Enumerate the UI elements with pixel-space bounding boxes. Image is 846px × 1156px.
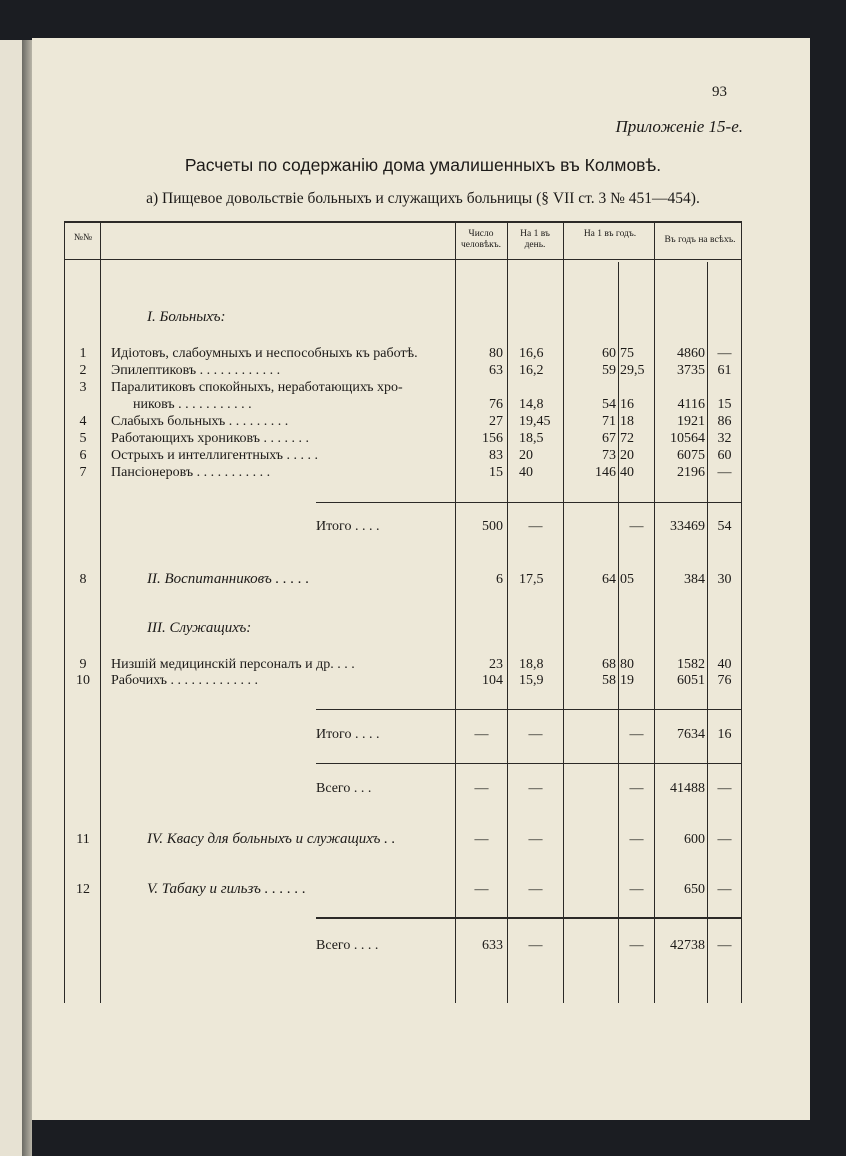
year-kop-cell: — (629, 832, 644, 847)
row-number: 9 (79, 657, 87, 672)
total-kop-cell: — (717, 938, 732, 953)
total-kop-cell: 15 (717, 397, 732, 412)
per-day-cell: 16,6 (519, 346, 544, 361)
row-number: 1 (79, 346, 87, 361)
subtotal-rule (316, 709, 741, 710)
row-number: 10 (76, 673, 90, 688)
row-name: Низшій медицинскій персоналъ и др. . . . (111, 657, 355, 672)
header-no: №№ (73, 233, 93, 243)
total-label: Всего . . . (316, 781, 372, 796)
total-kop-cell: 30 (717, 572, 732, 587)
section-staff: III. Служащихъ: (147, 620, 252, 636)
year-rub-cell: 59 (602, 363, 616, 378)
people-cell: — (474, 882, 489, 897)
year-kop-cell: 19 (620, 673, 634, 688)
section-patients: I. Больныхъ: (147, 309, 226, 325)
row-number: 12 (76, 882, 90, 897)
year-kop-cell: — (629, 938, 644, 953)
people-cell: 76 (489, 397, 503, 412)
total-rub-cell: 7634 (677, 727, 705, 742)
total-rub-cell: 2196 (677, 465, 705, 480)
people-cell: 80 (489, 346, 503, 361)
people-cell: 6 (496, 572, 503, 587)
page-title: Расчеты по содержанію дома умалишенныхъ въ Колмовѣ. (184, 155, 662, 175)
per-day-cell: 19,45 (519, 414, 551, 429)
row-name: V. Табаку и гильзъ . . . . . . (147, 881, 306, 897)
year-kop-cell: — (629, 519, 644, 534)
row-number: 2 (79, 363, 87, 378)
total-rub-cell: 6051 (677, 673, 705, 688)
total-rub-cell: 3735 (677, 363, 705, 378)
row-name: Работающихъ хрониковъ . . . . . . . (111, 431, 309, 446)
year-kop-cell: 16 (620, 397, 634, 412)
year-rub-cell: 58 (602, 673, 616, 688)
total-kop-cell: 60 (717, 448, 732, 463)
year-rub-cell: 67 (602, 431, 616, 446)
people-cell: — (474, 781, 489, 796)
total-rub-cell: 33469 (670, 519, 705, 534)
per-day-cell: — (528, 519, 543, 534)
row-name: Слабыхъ больныхъ . . . . . . . . . (111, 414, 289, 429)
total-kop-cell: 16 (717, 727, 732, 742)
total-kop-cell: 86 (717, 414, 732, 429)
people-cell: 104 (482, 673, 503, 688)
col-line (741, 221, 742, 1003)
total-kop-cell: — (717, 346, 732, 361)
year-rub-cell: 64 (602, 572, 616, 587)
total-kop-cell: 40 (717, 657, 732, 672)
year-kop-cell: 29,5 (620, 363, 645, 378)
year-kop-cell: — (629, 781, 644, 796)
header-per-year: На 1 въ годъ. (583, 229, 637, 239)
total-kop-cell: — (717, 882, 732, 897)
row-name: II. Воспитанниковъ . . . . . (147, 571, 310, 587)
year-rub-cell: 68 (602, 657, 616, 672)
appendix-label: Приложеніе 15-е. (615, 117, 743, 136)
grand-total-label: Всего . . . . (316, 938, 379, 953)
total-kop-cell: — (717, 832, 732, 847)
col-line (64, 221, 65, 1003)
row-name: Пансіонеровъ . . . . . . . . . . . (111, 465, 271, 480)
subtotal-label: Итого . . . . (316, 519, 380, 534)
people-cell: 156 (482, 431, 503, 446)
per-day-cell: — (528, 832, 543, 847)
year-kop-cell: 40 (620, 465, 634, 480)
people-cell: 15 (489, 465, 503, 480)
year-kop-cell: — (629, 882, 644, 897)
year-rub-cell: 54 (602, 397, 616, 412)
header-people: Число человѣкъ. (460, 229, 502, 250)
header-per-day: На 1 въ день. (520, 229, 550, 250)
total-rub-cell: 42738 (670, 938, 705, 953)
total-kop-cell: — (717, 781, 732, 796)
total-kop-cell: 61 (717, 363, 732, 378)
row-name: IV. Квасу для больныхъ и служащихъ . . (147, 831, 396, 847)
row-number: 3 (79, 380, 87, 395)
total-rub-cell: 1582 (677, 657, 705, 672)
row-name: Идіотовъ, слабоумныхъ и неспособныхъ къ работѣ. (111, 346, 418, 361)
year-rub-cell: 73 (602, 448, 616, 463)
year-kop-cell: 80 (620, 657, 634, 672)
row-number: 6 (79, 448, 87, 463)
people-cell: 633 (482, 938, 503, 953)
per-day-cell: — (528, 938, 543, 953)
header-total: Въ годъ на всѣхъ. (664, 235, 736, 245)
year-kop-cell: 75 (620, 346, 634, 361)
row-number: 7 (79, 465, 87, 480)
row-name: Эпилептиковъ . . . . . . . . . . . . (111, 363, 281, 378)
row-name-continued: никовъ . . . . . . . . . . . (133, 397, 252, 412)
total-rub-cell: 41488 (670, 781, 705, 796)
per-day-cell: 17,5 (519, 572, 544, 587)
per-day-cell: 15,9 (519, 673, 544, 688)
people-cell: 63 (489, 363, 503, 378)
row-number: 4 (79, 414, 87, 429)
row-name: Острыхъ и интеллигентныхъ . . . . . (111, 448, 318, 463)
total-kop-cell: — (717, 465, 732, 480)
total-rub-cell: 10564 (670, 431, 705, 446)
header-rule (64, 259, 742, 260)
total-kop-cell: 54 (717, 519, 732, 534)
subtotal-rule (316, 917, 741, 919)
total-kop-cell: 76 (717, 673, 732, 688)
per-day-cell: 20 (519, 448, 533, 463)
per-day-cell: — (528, 781, 543, 796)
total-rub-cell: 650 (684, 882, 705, 897)
col-line (100, 221, 101, 1003)
table-top-rule (64, 221, 742, 223)
per-day-cell: 18,5 (519, 431, 544, 446)
per-day-cell: — (528, 882, 543, 897)
people-cell: 27 (489, 414, 503, 429)
year-kop-cell: 18 (620, 414, 634, 429)
per-day-cell: 14,8 (519, 397, 544, 412)
people-cell: — (474, 832, 489, 847)
year-rub-cell: 146 (595, 465, 616, 480)
row-number: 5 (79, 431, 87, 446)
table-subtitle: а) Пищевое довольствіе больныхъ и служащихъ больницы (§ VII ст. 3 № 451—454). (146, 190, 700, 207)
people-cell: — (474, 727, 489, 742)
year-rub-cell: 60 (602, 346, 616, 361)
per-day-cell: 16,2 (519, 363, 544, 378)
subtotal-label: Итого . . . . (316, 727, 380, 742)
total-rub-cell: 384 (684, 572, 705, 587)
year-kop-cell: 05 (620, 572, 634, 587)
total-rub-cell: 4860 (677, 346, 705, 361)
total-rub-cell: 6075 (677, 448, 705, 463)
people-cell: 500 (482, 519, 503, 534)
total-rub-cell: 4116 (677, 397, 705, 412)
row-name: Паралитиковъ спокойныхъ, неработающихъ хро- (111, 380, 403, 395)
col-line (563, 221, 564, 1003)
year-kop-cell: 20 (620, 448, 634, 463)
row-name: Рабочихъ . . . . . . . . . . . . . (111, 673, 258, 688)
row-number: 8 (79, 572, 87, 587)
total-kop-cell: 32 (717, 431, 732, 446)
total-rub-cell: 1921 (677, 414, 705, 429)
row-number: 11 (76, 832, 90, 847)
year-rub-cell: 71 (602, 414, 616, 429)
year-kop-cell: — (629, 727, 644, 742)
people-cell: 23 (489, 657, 503, 672)
total-rub-cell: 600 (684, 832, 705, 847)
page-number: 93 (712, 84, 727, 100)
per-day-cell: 18,8 (519, 657, 544, 672)
year-kop-cell: 72 (620, 431, 634, 446)
per-day-cell: 40 (519, 465, 533, 480)
per-day-cell: — (528, 727, 543, 742)
people-cell: 83 (489, 448, 503, 463)
subtotal-rule (316, 502, 741, 503)
subtotal-rule (316, 763, 741, 764)
